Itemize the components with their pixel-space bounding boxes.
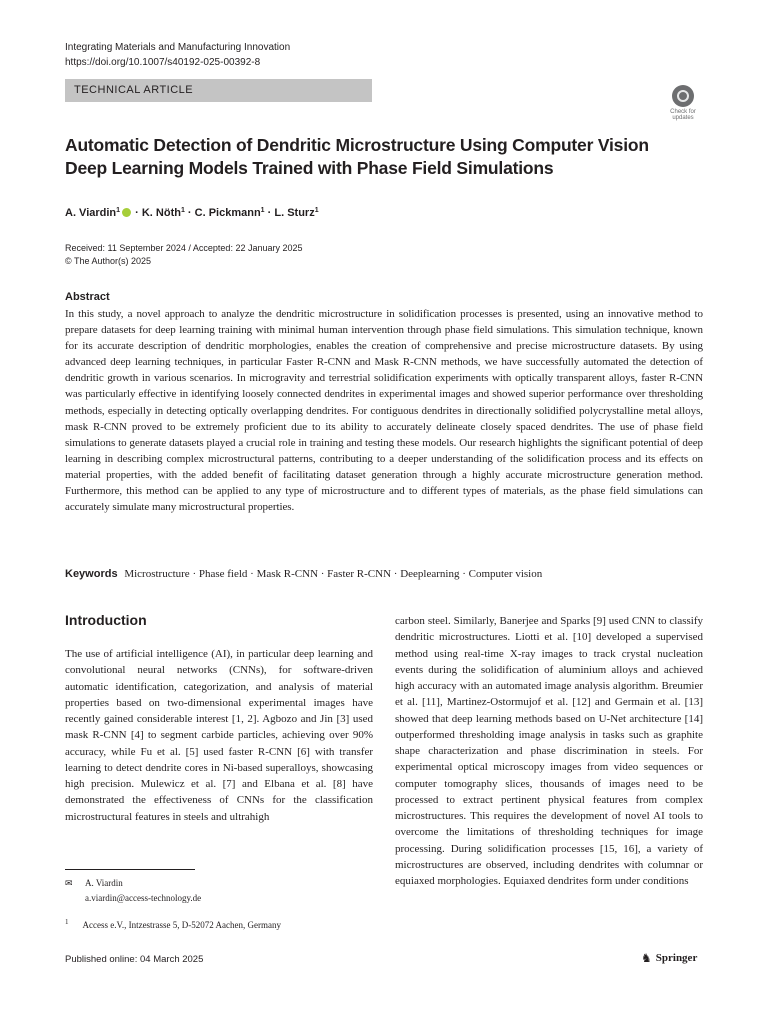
footnote-divider: [65, 869, 195, 870]
contact-name: A. Viardin: [85, 878, 123, 888]
author-separator: ·: [132, 207, 142, 219]
abstract-heading: Abstract: [65, 291, 110, 303]
affiliation-footnote: [65, 916, 281, 932]
check-for-updates-badge[interactable]: [664, 85, 702, 123]
corresponding-author: [65, 876, 201, 905]
author-affiliation-sup: 1: [180, 207, 185, 214]
author-separator: ·: [184, 207, 195, 219]
affiliation-text: Access e.V., Intzestrasse 5, D-52072 Aachen, Germany: [82, 920, 282, 930]
envelope-icon: ✉: [65, 879, 73, 889]
publisher-logo: [641, 951, 697, 965]
received-accepted-dates: Received: 11 September 2024 / Accepted: 22 January 2025: [65, 243, 303, 253]
author-list: [65, 204, 319, 220]
author-name[interactable]: L. Sturz: [274, 207, 315, 219]
published-date: Published online: 04 March 2025: [65, 954, 204, 965]
journal-name: Integrating Materials and Manufacturing Innovation: [65, 42, 291, 53]
introduction-right-column: carbon steel. Similarly, Banerjee and Sparks [9] used CNN to classify dendritic microstructures. Liotti et al. [10] developed a supervised method using real-time X-ray images to track crystal nucleation events during the solidification of aluminium alloys and achieved high accuracy with an automated image analysis algorithm. Breumier et al. [11], Martinez-Ostormujof et al. [12] and Germain et al. [13] showed that deep learning methods based on U-Net architecture [14] outperformed thresholding image analysis in tasks such as graphite shape characterization and phase discrimination in steels. For experimental optical microscopy images from video sequences or computer tomography slices, thousands of images need to be processed to extract pertinent physical features from complex microstructures. This requires the development of novel AI tools to overcome the limitations of thresholding techniques for image processing. During solidification processes [15, 16], a variety of microstructures are observed, including dendrites with columnar or equiaxed morphologies. Equiaxed dendrites form under conditions: [395, 615, 703, 887]
keywords-text: Microstructure · Phase field · Mask R-CNN · Faster R-CNN · Deeplearning · Computer vision: [124, 568, 543, 580]
keywords-line: [65, 567, 542, 581]
springer-horse-icon: ♞: [641, 951, 652, 965]
article-type-banner: TECHNICAL ARTICLE: [65, 79, 372, 102]
author-affiliation-sup: 1: [116, 207, 121, 214]
affiliation-number: 1: [65, 918, 69, 926]
orcid-icon[interactable]: [122, 208, 131, 217]
article-dates: [65, 242, 303, 268]
publisher-name: Springer: [655, 952, 698, 964]
author-affiliation-sup: 1: [260, 207, 265, 214]
check-updates-icon: [672, 85, 694, 107]
abstract-text: In this study, a novel approach to analyze the dendritic microstructure in solidification processes is presented, using an innovative method to prepare datasets for deep learning training with minimal human intervention through phase field simulations. This simulation technique, known for its accurate description of dendritic morphologies, enables the creation of comprehensive and precise microstructure datasets. By using advanced deep learning techniques, in particular Faster R-CNN and Mask R-CNN methods, we have successfully automated the detection of dendritic growth in various scenarios. In microgravity and terrestrial solidification experiments with optically transparent alloys, faster R-CNN was particularly effective in identifying loosely connected dendrites in experimental images and showed superior performance over thresholding methods, especially in detecting optically overlapping dendrites. For contiguous dendrites in directionally solidified polycrystalline metal alloys, mask R-CNN proved to be extremely proficient due to its ability to accurately delineate closely spaced dendrites. The use of phase field simulations to generate datasets played a crucial role in training and testing these models. Our research highlights the significant potential of deep learning in describing complex microstructural patterns, contributing to a deeper understanding of the solidification process and its effects on material properties, with the added benefit of facilitating dataset generation through a highly accurate microstructure generation method. Furthermore, this method can be applied to any type of microstructure and to different types of materials, as the phase field simulations can accurately simulate many microstructural properties.: [65, 308, 703, 514]
article-title: Automatic Detection of Dendritic Microstructure Using Computer Vision Deep Learning Models Trained with Phase Field Simulations: [65, 135, 649, 178]
contact-email[interactable]: a.viardin@access-technology.de: [85, 893, 202, 903]
author-affiliation-sup: 1: [314, 207, 319, 214]
keywords-label: Keywords: [65, 568, 118, 580]
copyright-line: © The Author(s) 2025: [65, 256, 152, 266]
check-updates-label: Check for updates: [670, 109, 696, 121]
author-name[interactable]: A. Viardin: [65, 207, 117, 219]
author-name[interactable]: C. Pickmann: [194, 207, 261, 219]
doi-link[interactable]: https://doi.org/10.1007/s40192-025-00392-8: [65, 57, 261, 68]
author-separator: ·: [264, 207, 275, 219]
author-name[interactable]: K. Nöth: [141, 207, 181, 219]
introduction-heading: Introduction: [65, 612, 147, 628]
journal-header: [65, 40, 290, 70]
introduction-left-column: The use of artificial intelligence (AI), in particular deep learning and convolutional neural networks (CNNs), for software-driven automatic identification, categorization, and analysis of material properties based on two-dimensional experimental images have recently gained considerable interest [1, 2]. Agbozo and Jin [3] used mask R-CNN [4] to segment carbide particles, achieving over 90% accuracy, while Fu et al. [5] used faster R-CNN [6] with transfer learning to detect dendrite cores in Ni-based superalloys, showcasing high precision. Mulewicz et al. [7] and Elbana et al. [8] have demonstrated the effectiveness of CNNs for the classification microstructural features in steels and ultrahigh: [65, 648, 373, 823]
